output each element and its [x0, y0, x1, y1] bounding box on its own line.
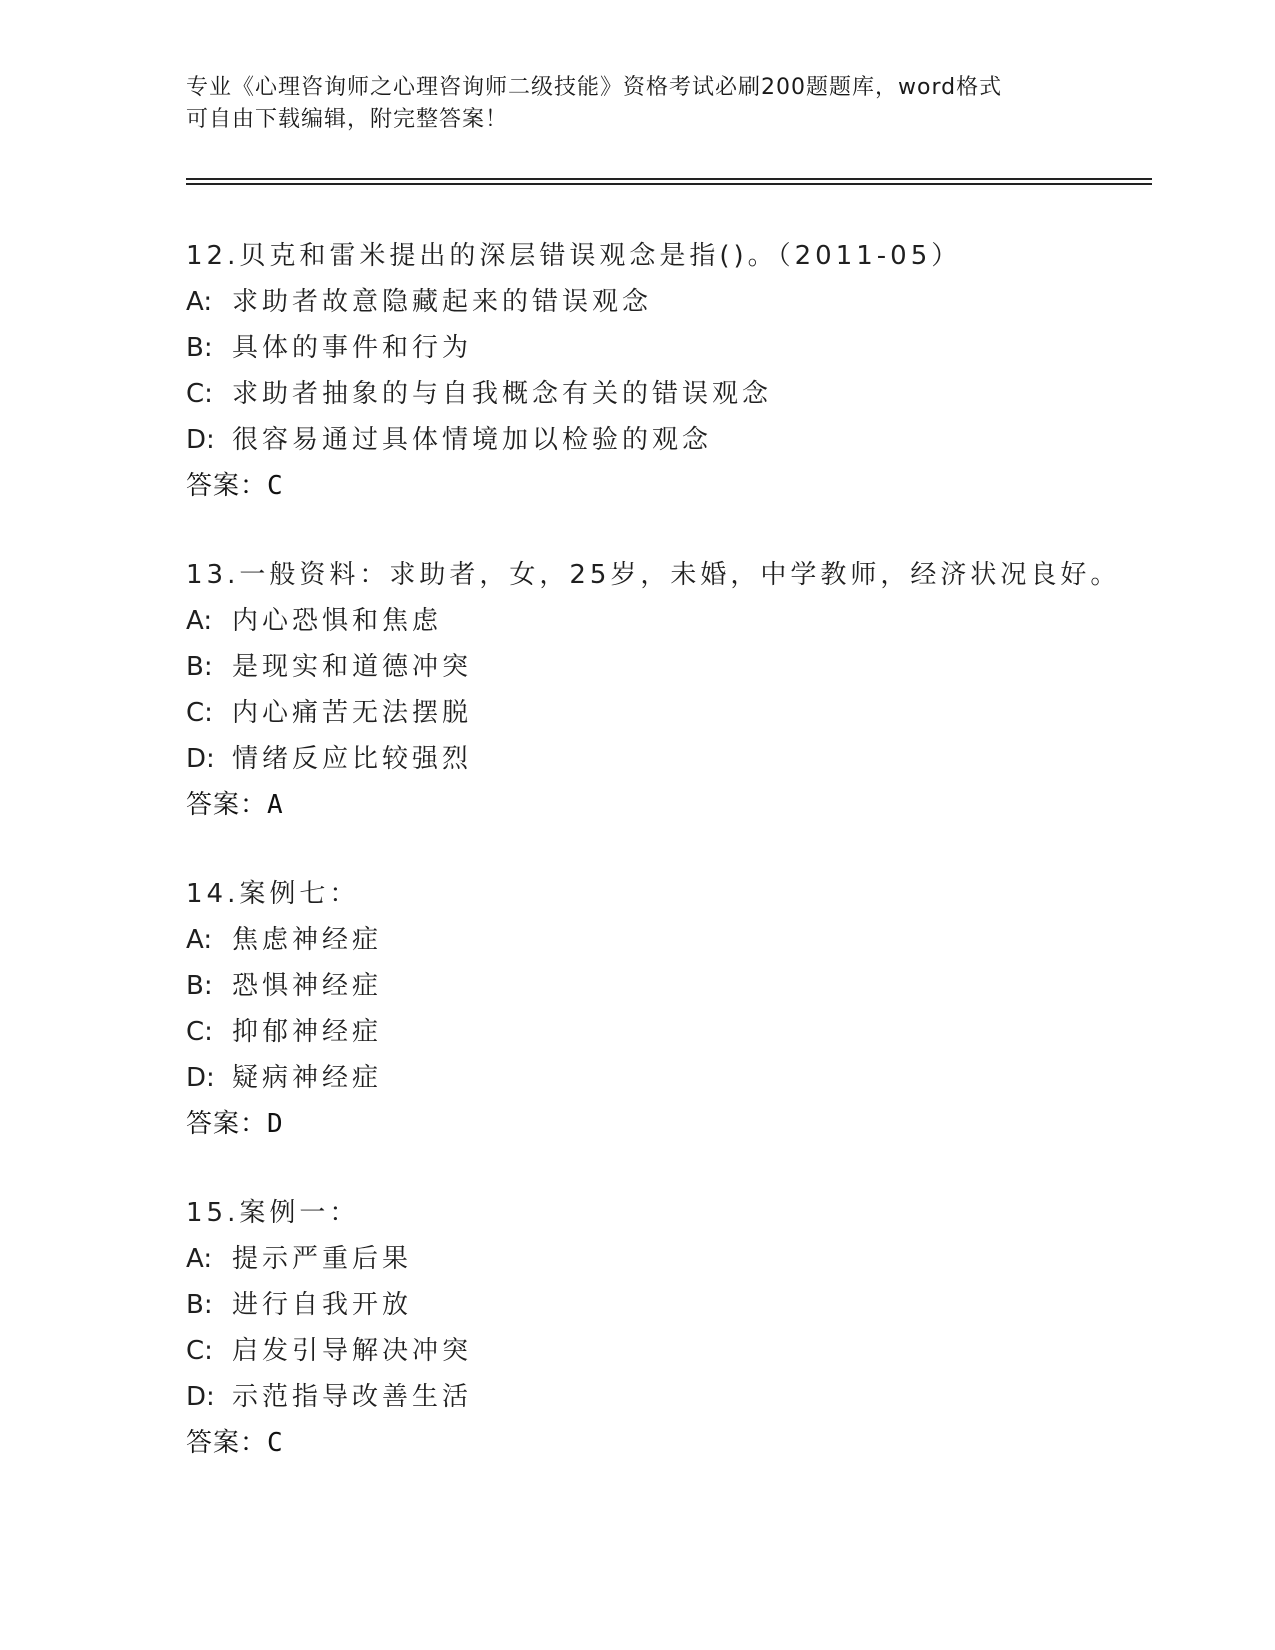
option-text: 抑郁神经症: [232, 1017, 383, 1047]
option-letter: B:: [186, 971, 213, 1001]
option-text: 求助者抽象的与自我概念有关的错误观念: [232, 379, 773, 409]
option-text: 情绪反应比较强烈: [232, 744, 473, 774]
option-d: [186, 1374, 1186, 1420]
option-c: [186, 1009, 1186, 1055]
answer-line: [186, 782, 1186, 828]
question-14: [186, 871, 1186, 1147]
answer-label: 答案：: [186, 1428, 268, 1458]
option-letter: A:: [186, 1244, 213, 1274]
option-text: 求助者故意隐藏起来的错误观念: [232, 287, 653, 317]
option-d: [186, 417, 1186, 463]
option-b: [186, 963, 1186, 1009]
option-c: [186, 1328, 1186, 1374]
option-letter: D:: [186, 1382, 215, 1412]
option-letter: A:: [186, 606, 213, 636]
question-stem: 15.案例一：: [186, 1198, 360, 1228]
header-line-1: 专业《心理咨询师之心理咨询师二级技能》资格考试必刷200题题库，word格式: [186, 75, 1003, 100]
answer-value: A: [267, 790, 284, 820]
option-d: [186, 1055, 1186, 1101]
option-text: 启发引导解决冲突: [232, 1336, 473, 1366]
question-13: [186, 552, 1186, 828]
option-text: 很容易通过具体情境加以检验的观念: [232, 425, 713, 455]
option-text: 恐惧神经症: [232, 971, 383, 1001]
option-letter: A:: [186, 287, 213, 317]
option-a: [186, 598, 1186, 644]
option-letter: C:: [186, 1017, 213, 1047]
question-15: [186, 1190, 1186, 1466]
option-letter: B:: [186, 1290, 213, 1320]
option-text: 示范指导改善生活: [232, 1382, 473, 1412]
question-stem: 13.一般资料：求助者，女，25岁，未婚，中学教师，经济状况良好。: [186, 560, 1121, 590]
answer-value: C: [267, 1428, 284, 1458]
answer-label: 答案：: [186, 790, 268, 820]
header-divider-bottom: [186, 183, 1152, 185]
header-divider-top: [186, 178, 1152, 180]
answer-value: C: [267, 471, 284, 501]
answer-label: 答案：: [186, 1109, 268, 1139]
option-letter: C:: [186, 698, 213, 728]
header-line-2: 可自由下载编辑，附完整答案！: [186, 107, 509, 132]
option-c: [186, 690, 1186, 736]
option-letter: A:: [186, 925, 213, 955]
option-a: [186, 917, 1186, 963]
option-b: [186, 644, 1186, 690]
answer-line: [186, 1101, 1186, 1147]
question-stem: 14.案例七：: [186, 879, 360, 909]
option-text: 焦虑神经症: [232, 925, 383, 955]
option-text: 提示严重后果: [232, 1244, 413, 1274]
option-text: 是现实和道德冲突: [232, 652, 473, 682]
option-letter: B:: [186, 652, 213, 682]
option-c: [186, 371, 1186, 417]
option-letter: D:: [186, 744, 215, 774]
option-text: 具体的事件和行为: [232, 333, 473, 363]
option-text: 疑病神经症: [232, 1063, 383, 1093]
answer-value: D: [267, 1109, 284, 1139]
option-letter: D:: [186, 425, 215, 455]
option-letter: D:: [186, 1063, 215, 1093]
option-letter: C:: [186, 379, 213, 409]
option-a: [186, 1236, 1186, 1282]
option-letter: C:: [186, 1336, 213, 1366]
option-letter: B:: [186, 333, 213, 363]
answer-line: [186, 1420, 1186, 1466]
option-b: [186, 325, 1186, 371]
question-12: [186, 233, 1186, 509]
answer-label: 答案：: [186, 471, 268, 501]
question-stem: 12.贝克和雷米提出的深层错误观念是指()。（2011-05）: [186, 241, 962, 271]
answer-line: [186, 463, 1186, 509]
option-text: 进行自我开放: [232, 1290, 413, 1320]
document-header: [186, 72, 1086, 136]
option-a: [186, 279, 1186, 325]
option-b: [186, 1282, 1186, 1328]
option-text: 内心恐惧和焦虑: [232, 606, 443, 636]
option-d: [186, 736, 1186, 782]
option-text: 内心痛苦无法摆脱: [232, 698, 473, 728]
